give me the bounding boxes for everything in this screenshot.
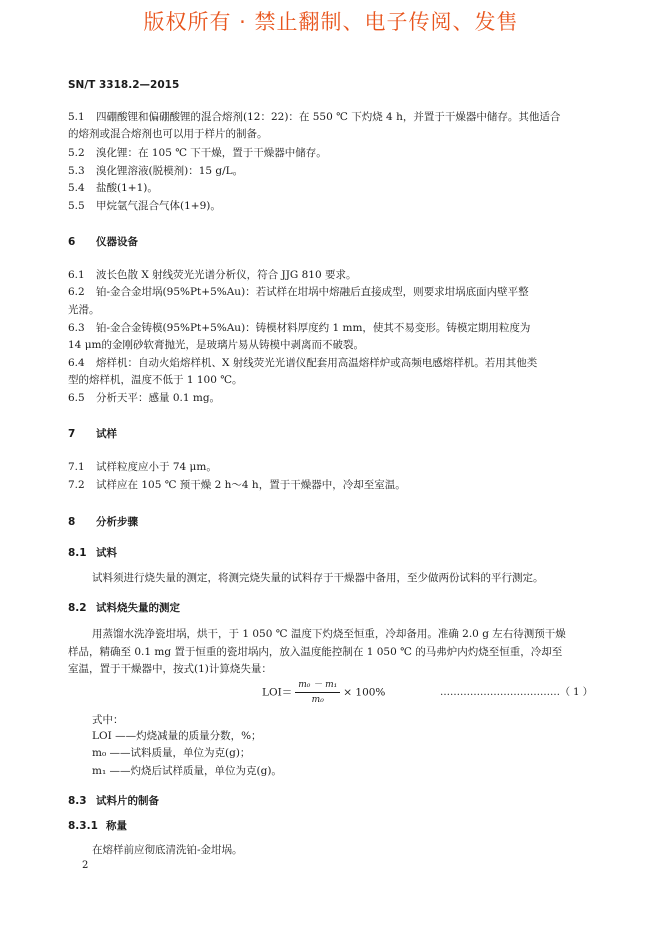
item-number: 5.3 <box>68 165 85 177</box>
item-text: 试样应在 105 ℃ 预干燥 2 h～4 h，置于干燥器中，冷却至室温。 <box>96 479 406 491</box>
item-6-2-cont: 光滑。 <box>68 304 100 316</box>
section-6-heading <box>68 234 138 249</box>
page-number: 2 <box>82 860 89 871</box>
item-5-2 <box>68 146 327 160</box>
section-number: 8.2 <box>68 602 87 614</box>
item-number: 5.2 <box>68 147 85 159</box>
where-item-loi: LOI ——灼烧减量的质量分数，%； <box>92 730 262 742</box>
section-8-3-1-heading <box>68 818 127 833</box>
section-title: 仪器设备 <box>96 236 138 248</box>
item-number: 6.3 <box>68 322 85 334</box>
item-6-3 <box>68 321 530 335</box>
item-text: 熔样机：自动火焰熔样机、X 射线荧光光谱仪配套用高温熔样炉或高频电感熔样机。若用其他类 <box>96 357 538 369</box>
item-text: 溴化锂溶液(脱模剂)：15 g/L。 <box>96 165 244 177</box>
item-7-2 <box>68 478 406 492</box>
item-text: 甲烷氩气混合气体(1+9)。 <box>96 200 221 212</box>
equation-number: ………………………………（ 1 ） <box>440 687 593 698</box>
item-number: 6.5 <box>68 392 85 404</box>
item-6-3-cont: 14 μm的金刚砂软膏抛光，是玻璃片易从铸模中剥离而不破裂。 <box>68 339 364 351</box>
section-title: 分析步骤 <box>96 516 138 528</box>
section-title: 称量 <box>106 820 127 832</box>
item-number: 6.1 <box>68 269 85 281</box>
where-item-m0: m₀ ——试料质量，单位为克(g)； <box>92 747 251 759</box>
item-text: 波长色散 X 射线荧光光谱分析仪，符合 JJG 810 要求。 <box>96 269 357 281</box>
section-title: 试料烧失量的测定 <box>96 602 180 614</box>
item-6-5 <box>68 391 220 405</box>
section-number: 6 <box>68 236 76 248</box>
copyright-banner: 版权所有 · 禁止翻制、电子传阅、发售 <box>143 10 519 34</box>
item-5-4 <box>68 181 158 195</box>
formula-lhs: LOI＝ <box>262 686 293 699</box>
formula-numerator: m₀ － m₁ <box>295 678 340 693</box>
paragraph-8-2-line2: 样品，精确至 0.1 mg 置于恒重的瓷坩埚内，放入温度能控制在 1 050 ℃ 的马弗炉内灼烧至恒重，冷却至 <box>68 646 563 658</box>
section-number: 8.3 <box>68 795 87 807</box>
where-label: 式中： <box>92 714 124 726</box>
item-6-2 <box>68 285 529 299</box>
item-5-5 <box>68 199 221 213</box>
item-6-1 <box>68 268 357 282</box>
paragraph-8-1: 试料须进行烧失量的测定，将测完烧失量的试料存于干燥器中备用，至少做两份试料的平行测定。 <box>92 572 544 584</box>
item-number: 5.1 <box>68 111 85 123</box>
section-title: 试料片的制备 <box>96 795 159 807</box>
section-7-heading <box>68 426 117 441</box>
section-number: 7 <box>68 428 76 440</box>
section-title: 试料 <box>96 547 117 559</box>
item-text: 溴化锂：在 105 ℃ 下干燥，置于干燥器中储存。 <box>96 147 327 159</box>
item-7-1 <box>68 460 217 474</box>
paragraph-8-2-line1: 用蒸馏水洗净瓷坩埚，烘干，于 1 050 ℃ 温度下灼烧至恒重，冷却备用。准确 2.0 g 左右待测预干燥 <box>92 628 566 640</box>
section-number: 8.1 <box>68 547 87 559</box>
standard-number: SN/T 3318.2—2015 <box>68 79 180 91</box>
item-6-4-cont: 型的熔样机，温度不低于 1 100 ℃。 <box>68 374 243 386</box>
item-number: 7.2 <box>68 479 85 491</box>
item-number: 7.1 <box>68 461 85 473</box>
section-number: 8 <box>68 516 76 528</box>
paragraph-8-2-line3: 室温，置于干燥器中，按式(1)计算烧失量： <box>68 663 272 675</box>
item-number: 6.2 <box>68 286 85 298</box>
item-text: 铂-金合金坩埚(95%Pt+5%Au)：若试样在坩埚中熔融后直接成型，则要求坩埚底面内壁平整 <box>96 286 529 298</box>
item-text: 盐酸(1+1)。 <box>96 182 158 194</box>
section-title: 试样 <box>96 428 117 440</box>
section-8-heading <box>68 514 138 529</box>
item-5-1 <box>68 110 560 124</box>
item-6-4 <box>68 356 537 370</box>
formula-denominator: m₀ <box>311 695 324 705</box>
section-number: 8.3.1 <box>68 820 98 832</box>
item-text: 铂-金合金铸模(95%Pt+5%Au)：铸模材料厚度约 1 mm，使其不易变形。铸模定期用粒度为 <box>96 322 531 334</box>
item-number: 5.4 <box>68 182 85 194</box>
formula-rhs: × 100% <box>343 686 386 699</box>
formula-1 <box>262 678 385 707</box>
item-text: 试样粒度应小于 74 μm。 <box>96 461 217 473</box>
item-text: 四硼酸锂和偏硼酸锂的混合熔剂(12：22)：在 550 ℃ 下灼烧 4 h，并置于干燥器中储存。其他适合 <box>96 111 561 123</box>
where-item-m1: m₁ ——灼烧后试样质量，单位为克(g)。 <box>92 765 282 777</box>
item-5-3 <box>68 164 243 178</box>
paragraph-8-3-1: 在熔样前应彻底清洗铂-金坩埚。 <box>92 844 243 856</box>
item-number: 6.4 <box>68 357 85 369</box>
item-text: 分析天平：感量 0.1 mg。 <box>96 392 221 404</box>
section-8-1-heading <box>68 545 117 560</box>
section-8-2-heading <box>68 600 180 615</box>
formula-fraction <box>295 678 340 707</box>
item-5-1-cont: 的熔剂或混合熔剂也可以用于样片的制备。 <box>68 128 268 140</box>
section-8-3-heading <box>68 793 159 808</box>
item-number: 5.5 <box>68 200 85 212</box>
